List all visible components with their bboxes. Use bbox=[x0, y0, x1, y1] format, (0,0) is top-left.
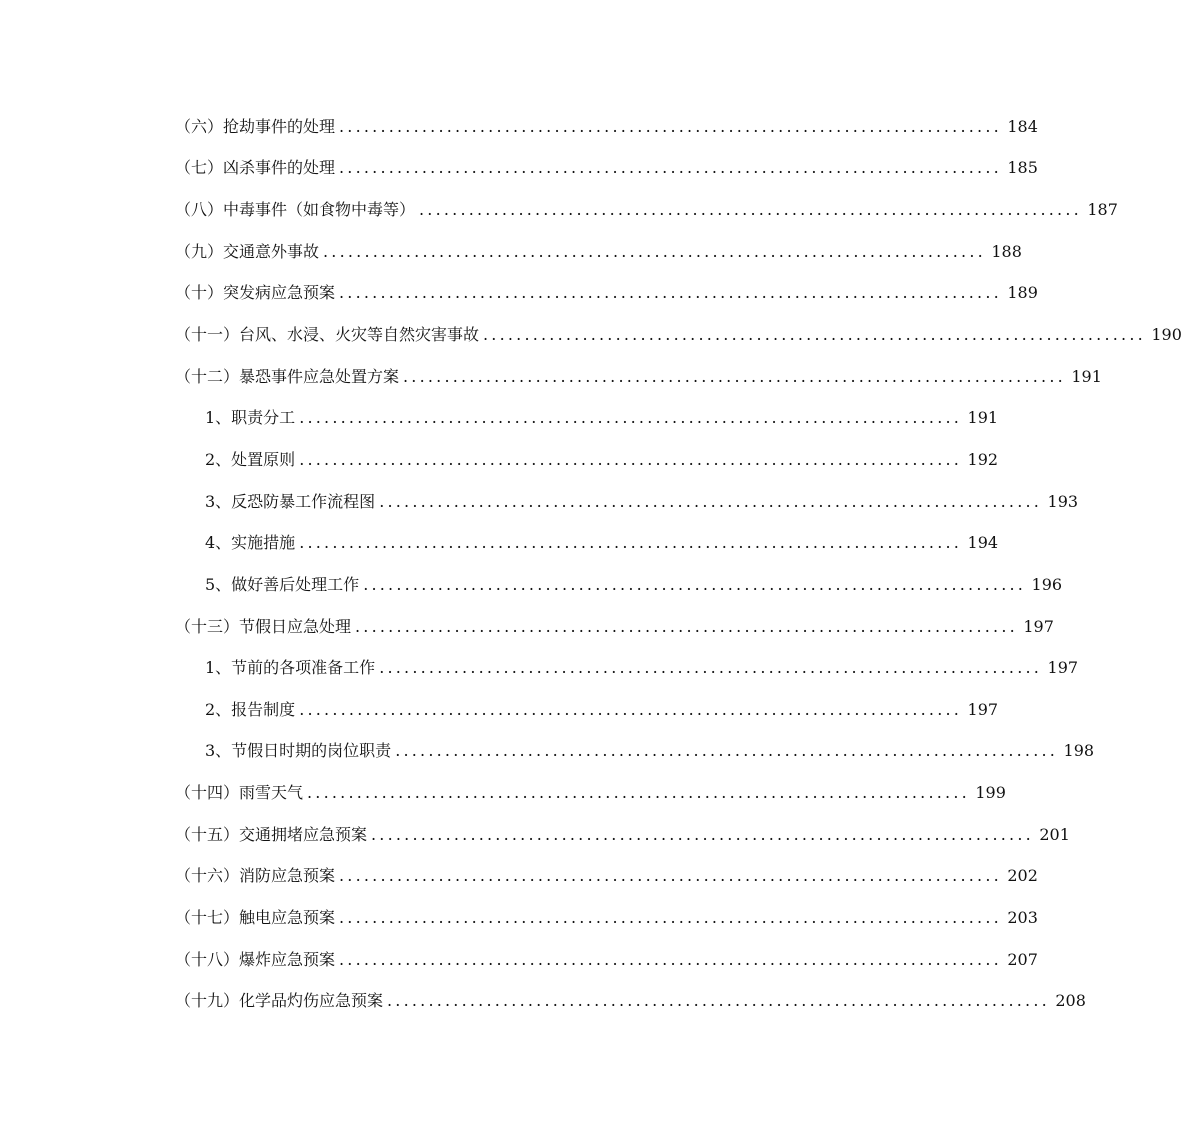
toc-leader-dots: ................................................................................ bbox=[403, 366, 1066, 386]
toc-entry[interactable] bbox=[0, 564, 1063, 606]
toc-entry-page-number: 185 bbox=[1007, 158, 1038, 178]
toc-entry-title: （十八）爆炸应急预案 bbox=[175, 949, 336, 969]
toc-entry-title: （十五）交通拥堵应急预案 bbox=[175, 824, 368, 844]
toc-entry-page-number: 203 bbox=[1007, 907, 1038, 927]
toc-leader-dots: ................................................................................ bbox=[395, 741, 1059, 761]
toc-entry[interactable] bbox=[0, 647, 1079, 689]
toc-leader-dots: ................................................................................ bbox=[339, 158, 1002, 178]
toc-leader-dots: ................................................................................ bbox=[299, 449, 963, 469]
toc-entry[interactable] bbox=[0, 689, 999, 731]
toc-leader-dots: ................................................................................ bbox=[371, 824, 1034, 844]
toc-entry[interactable] bbox=[0, 814, 1070, 856]
toc-leader-dots: ................................................................................ bbox=[299, 699, 963, 719]
toc-entry-title: （十）突发病应急预案 bbox=[175, 283, 336, 303]
toc-entry[interactable] bbox=[0, 106, 1038, 148]
table-of-contents bbox=[0, 106, 1182, 1022]
toc-entry[interactable] bbox=[0, 980, 1086, 1022]
toc-entry-title: （八）中毒事件（如食物中毒等） bbox=[175, 200, 416, 220]
toc-leader-dots: ................................................................................ bbox=[419, 200, 1082, 220]
toc-leader-dots: ................................................................................ bbox=[299, 533, 963, 553]
toc-entry-title: 1、节前的各项准备工作 bbox=[205, 658, 376, 678]
toc-entry-page-number: 198 bbox=[1063, 741, 1095, 761]
toc-entry-title: 3、反恐防暴工作流程图 bbox=[205, 491, 376, 511]
toc-entry[interactable] bbox=[0, 439, 999, 481]
toc-entry-page-number: 201 bbox=[1039, 824, 1070, 844]
toc-entry[interactable] bbox=[0, 148, 1038, 190]
toc-entry-title: （十九）化学品灼伤应急预案 bbox=[175, 991, 384, 1011]
toc-leader-dots: ................................................................................ bbox=[339, 949, 1002, 969]
toc-entry-page-number: 207 bbox=[1007, 949, 1038, 969]
toc-entry-page-number: 187 bbox=[1087, 200, 1118, 220]
toc-entry[interactable] bbox=[0, 356, 1102, 398]
toc-entry-title: （十三）节假日应急处理 bbox=[175, 616, 352, 636]
toc-entry-page-number: 202 bbox=[1007, 866, 1038, 886]
toc-entry-page-number: 192 bbox=[967, 449, 999, 469]
toc-entry-page-number: 194 bbox=[967, 533, 999, 553]
toc-entry-title: （十六）消防应急预案 bbox=[175, 866, 336, 886]
toc-entry-title: （十一）台风、水浸、火灾等自然灾害事故 bbox=[175, 325, 480, 345]
toc-entry-title: （十四）雨雪天气 bbox=[175, 783, 304, 803]
toc-entry[interactable] bbox=[0, 481, 1079, 523]
toc-entry-page-number: 197 bbox=[1023, 616, 1054, 636]
toc-leader-dots: ................................................................................ bbox=[363, 574, 1027, 594]
toc-entry-title: （六）抢劫事件的处理 bbox=[175, 116, 336, 136]
toc-entry-page-number: 199 bbox=[975, 783, 1006, 803]
toc-entry-page-number: 208 bbox=[1055, 991, 1086, 1011]
toc-leader-dots: ................................................................................ bbox=[339, 116, 1002, 136]
toc-entry-page-number: 184 bbox=[1007, 116, 1038, 136]
toc-entry-title: （十二）暴恐事件应急处置方案 bbox=[175, 366, 400, 386]
toc-entry[interactable] bbox=[0, 273, 1038, 315]
toc-leader-dots: ................................................................................ bbox=[379, 491, 1043, 511]
toc-entry[interactable] bbox=[0, 731, 1095, 773]
toc-leader-dots: ................................................................................ bbox=[299, 408, 963, 428]
toc-leader-dots: ................................................................................ bbox=[339, 866, 1002, 886]
toc-entry-title: 2、报告制度 bbox=[205, 699, 296, 719]
toc-leader-dots: ................................................................................ bbox=[339, 283, 1002, 303]
toc-entry[interactable] bbox=[0, 522, 999, 564]
toc-entry-title: 2、处置原则 bbox=[205, 449, 296, 469]
toc-entry-page-number: 189 bbox=[1007, 283, 1038, 303]
toc-entry-page-number: 188 bbox=[991, 241, 1022, 261]
toc-entry[interactable] bbox=[0, 856, 1038, 898]
toc-entry-page-number: 191 bbox=[967, 408, 999, 428]
toc-leader-dots: ................................................................................ bbox=[387, 991, 1050, 1011]
toc-entry-page-number: 196 bbox=[1031, 574, 1063, 594]
toc-entry[interactable] bbox=[0, 231, 1022, 273]
toc-entry[interactable] bbox=[0, 772, 1006, 814]
toc-entry-page-number: 190 bbox=[1151, 325, 1182, 345]
toc-entry-page-number: 193 bbox=[1047, 491, 1079, 511]
toc-leader-dots: ................................................................................ bbox=[379, 658, 1043, 678]
toc-entry-title: 3、节假日时期的岗位职责 bbox=[205, 741, 392, 761]
toc-leader-dots: ................................................................................ bbox=[323, 241, 986, 261]
toc-entry[interactable] bbox=[0, 314, 1182, 356]
toc-entry[interactable] bbox=[0, 606, 1054, 648]
toc-entry-title: 1、职责分工 bbox=[205, 408, 296, 428]
toc-leader-dots: ................................................................................ bbox=[339, 907, 1002, 927]
toc-entry[interactable] bbox=[0, 397, 999, 439]
toc-entry-title: 5、做好善后处理工作 bbox=[205, 574, 360, 594]
toc-entry[interactable] bbox=[0, 189, 1118, 231]
toc-entry-title: （十七）触电应急预案 bbox=[175, 907, 336, 927]
toc-entry[interactable] bbox=[0, 939, 1038, 981]
toc-entry-page-number: 191 bbox=[1071, 366, 1102, 386]
toc-leader-dots: ................................................................................ bbox=[483, 325, 1146, 345]
toc-entry-title: （九）交通意外事故 bbox=[175, 241, 320, 261]
toc-entry-title: （七）凶杀事件的处理 bbox=[175, 158, 336, 178]
toc-entry[interactable] bbox=[0, 897, 1038, 939]
toc-leader-dots: ................................................................................ bbox=[307, 783, 970, 803]
toc-entry-page-number: 197 bbox=[967, 699, 999, 719]
toc-entry-title: 4、实施措施 bbox=[205, 533, 296, 553]
toc-leader-dots: ................................................................................ bbox=[355, 616, 1018, 636]
toc-entry-page-number: 197 bbox=[1047, 658, 1079, 678]
